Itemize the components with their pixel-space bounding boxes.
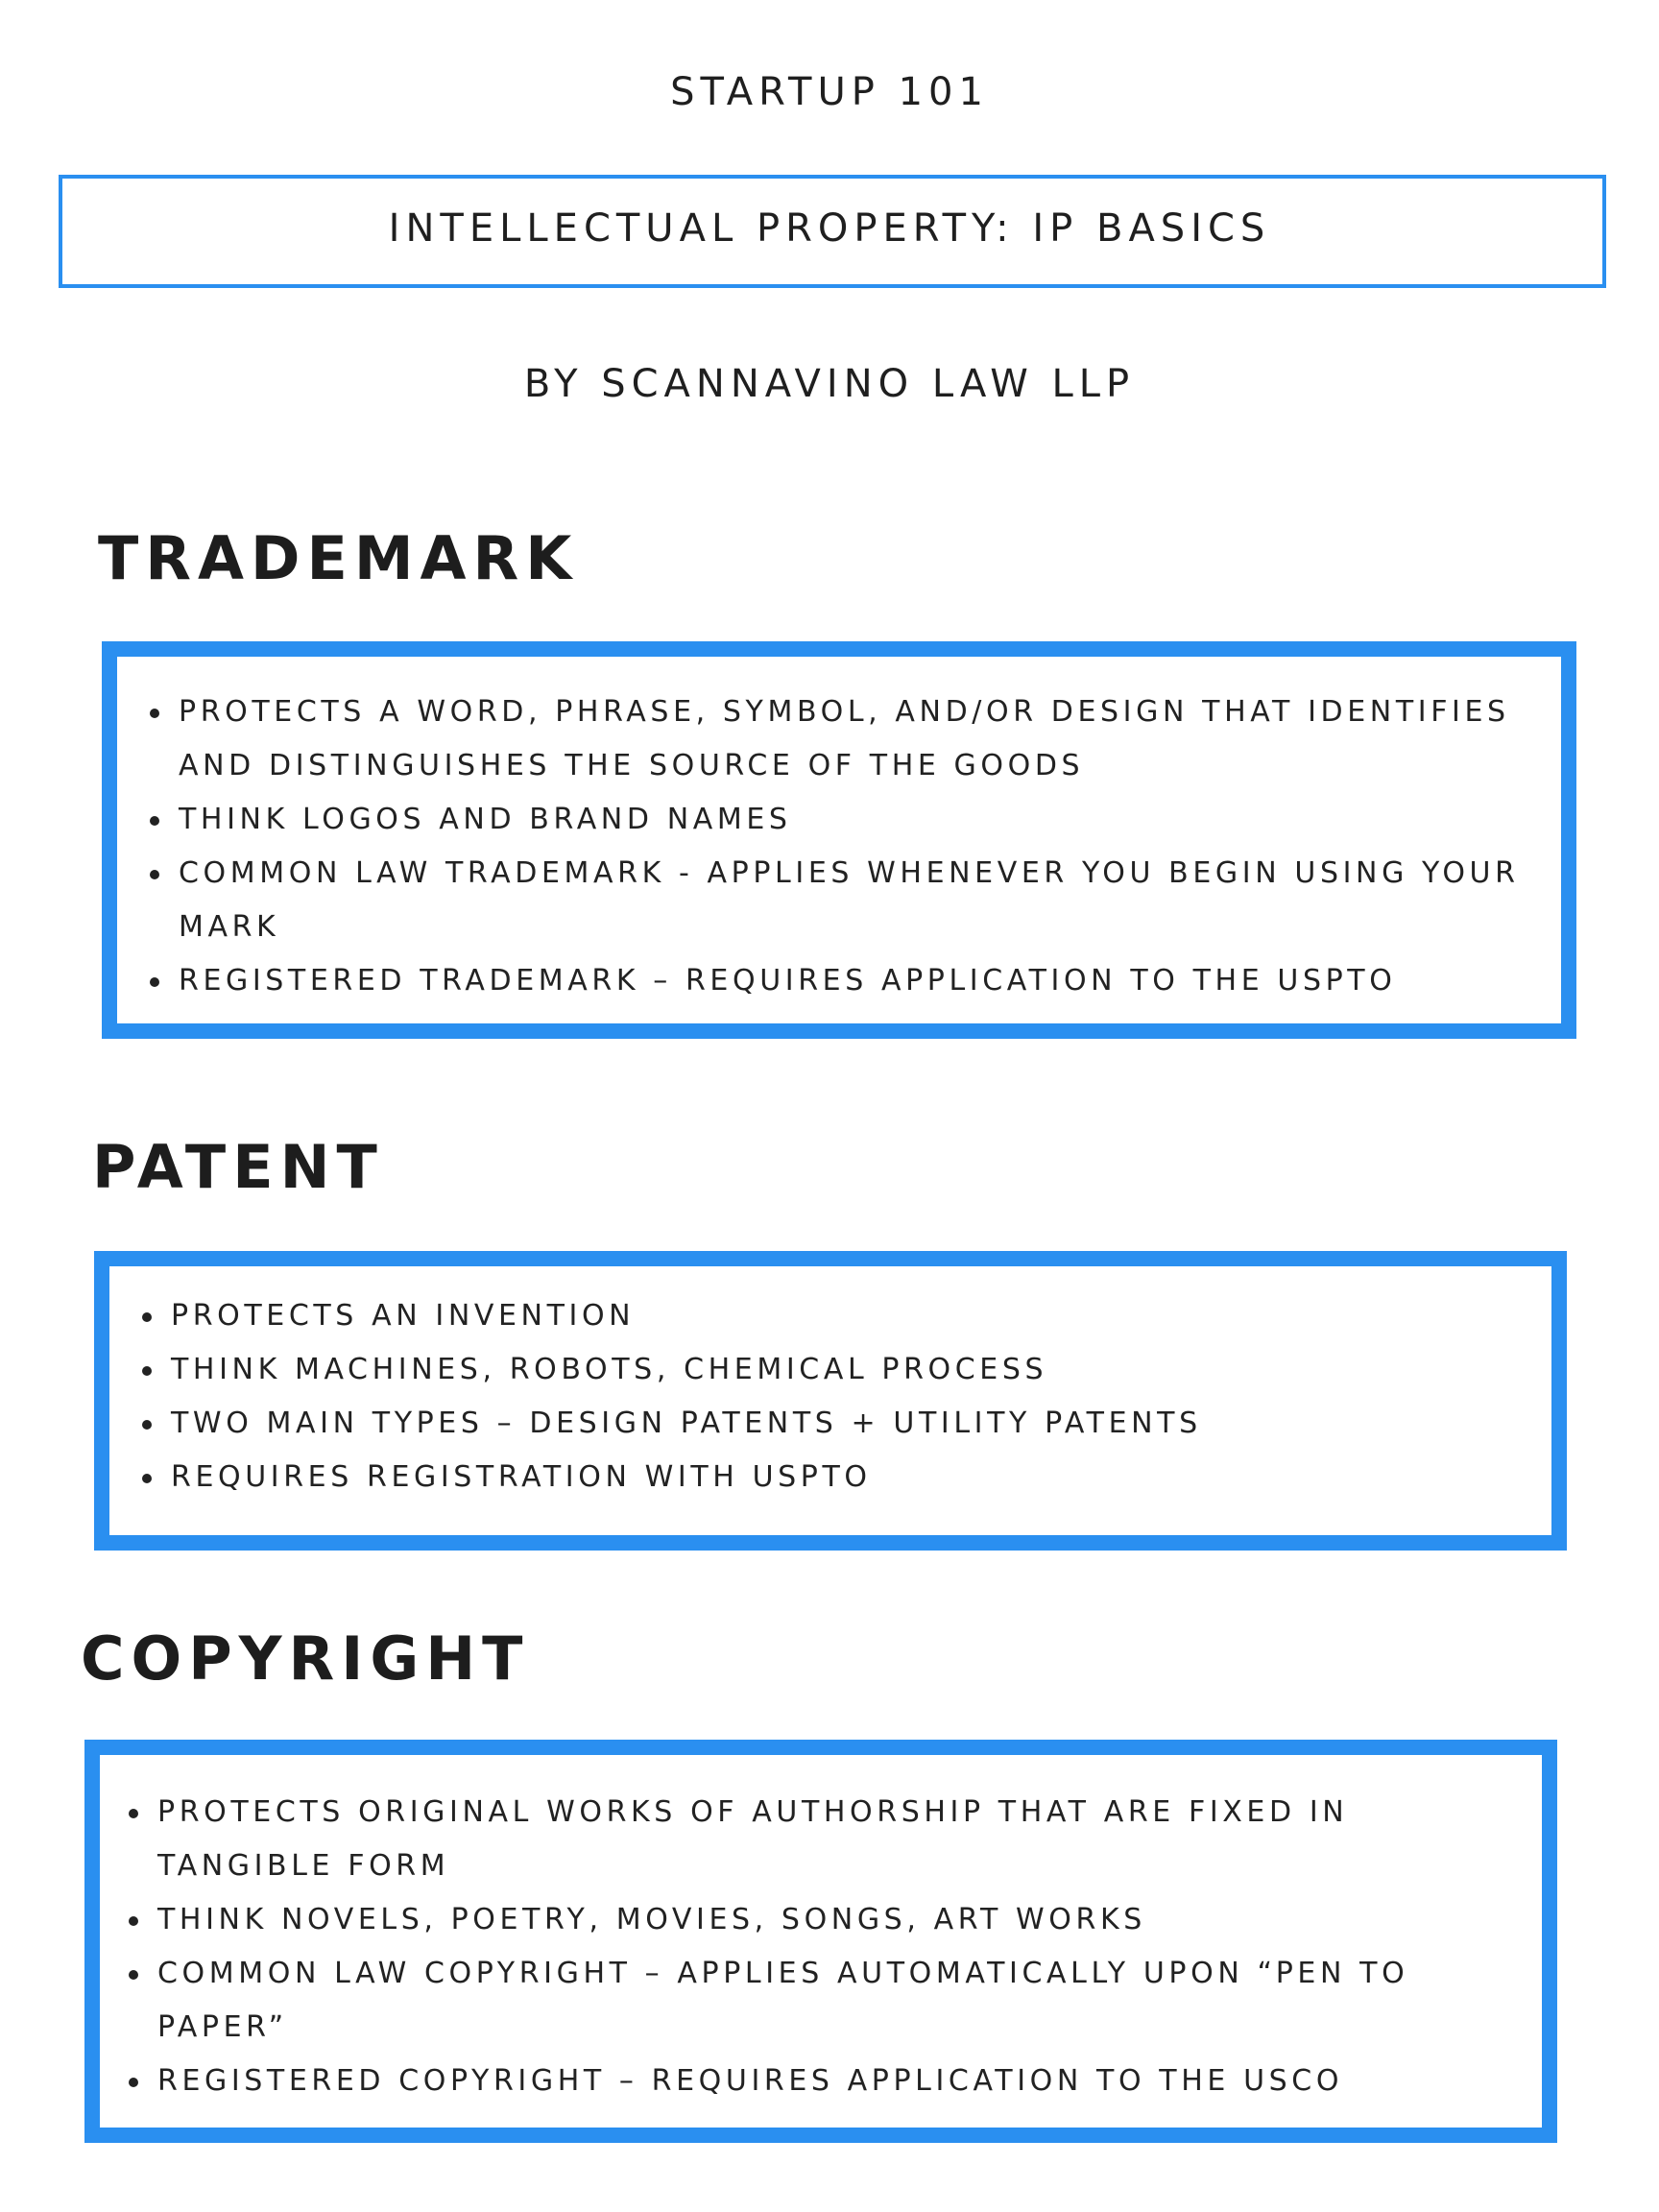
bullet-dot-icon bbox=[142, 1366, 152, 1376]
bullet-dot-icon bbox=[142, 1474, 152, 1483]
bullet-list-copyright bbox=[129, 1786, 1473, 2108]
section-heading-trademark: TRADEMARK bbox=[98, 523, 579, 593]
section-box-trademark bbox=[102, 641, 1576, 1039]
bullet-text: THINK MACHINES, ROBOTS, CHEMICAL PROCESS bbox=[171, 1353, 1048, 1386]
bullet-item bbox=[150, 847, 1580, 954]
bullet-text: COMMON LAW TRADEMARK - APPLIES WHENEVER YOU BEGIN USING YOUR MARK bbox=[179, 856, 1520, 944]
bullet-item bbox=[150, 954, 1580, 1008]
bullet-dot-icon bbox=[150, 870, 159, 879]
bullet-dot-icon bbox=[129, 1809, 138, 1818]
bullet-item bbox=[129, 1893, 1473, 1947]
document-title: INTELLECTUAL PROPERTY: IP BASICS bbox=[388, 206, 1271, 251]
bullet-item bbox=[142, 1343, 1573, 1397]
bullet-dot-icon bbox=[150, 709, 159, 718]
bullet-text: TWO MAIN TYPES – DESIGN PATENTS + UTILITY PATENTS bbox=[171, 1407, 1202, 1440]
bullet-text: PROTECTS AN INVENTION bbox=[171, 1299, 636, 1333]
bullet-text: PROTECTS A WORD, PHRASE, SYMBOL, AND/OR DESIGN THAT IDENTIFIES AND DISTINGUISHES THE SOURCE OF THE GOODS bbox=[179, 695, 1510, 782]
section-heading-patent: PATENT bbox=[92, 1132, 384, 1202]
bullet-dot-icon bbox=[150, 816, 159, 826]
bullet-text: THINK LOGOS AND BRAND NAMES bbox=[179, 803, 792, 836]
bullet-item bbox=[129, 1786, 1473, 1893]
section-box-patent bbox=[94, 1251, 1567, 1551]
bullet-dot-icon bbox=[129, 1970, 138, 1980]
bullet-text: REQUIRES REGISTRATION WITH USPTO bbox=[171, 1460, 872, 1494]
bullet-text: REGISTERED COPYRIGHT – REQUIRES APPLICATION TO THE USCO bbox=[157, 2064, 1344, 2098]
bullet-item bbox=[150, 793, 1580, 847]
document-kicker: STARTUP 101 bbox=[670, 70, 989, 114]
bullet-item bbox=[142, 1397, 1573, 1451]
bullet-text: COMMON LAW COPYRIGHT – APPLIES AUTOMATICALLY UPON “PEN TO PAPER” bbox=[157, 1957, 1409, 2044]
bullet-text: REGISTERED TRADEMARK – REQUIRES APPLICATION TO THE USPTO bbox=[179, 964, 1397, 998]
bullet-item bbox=[142, 1451, 1573, 1504]
bullet-item bbox=[142, 1289, 1573, 1343]
bullet-text: PROTECTS ORIGINAL WORKS OF AUTHORSHIP THAT ARE FIXED IN TANGIBLE FORM bbox=[157, 1795, 1349, 1883]
bullet-item bbox=[150, 685, 1580, 793]
bullet-list-trademark bbox=[150, 685, 1580, 1008]
bullet-item bbox=[129, 2055, 1473, 2108]
bullet-dot-icon bbox=[142, 1420, 152, 1430]
bullet-dot-icon bbox=[129, 1916, 138, 1926]
section-heading-copyright: COPYRIGHT bbox=[81, 1623, 530, 1694]
document-byline: BY SCANNAVINO LAW LLP bbox=[523, 362, 1136, 406]
bullet-list-patent bbox=[142, 1289, 1573, 1504]
bullet-dot-icon bbox=[142, 1312, 152, 1322]
bullet-dot-icon bbox=[129, 2078, 138, 2087]
bullet-text: THINK NOVELS, POETRY, MOVIES, SONGS, ART WORKS bbox=[157, 1903, 1146, 1936]
bullet-dot-icon bbox=[150, 977, 159, 987]
bullet-item bbox=[129, 1947, 1473, 2055]
section-box-copyright bbox=[84, 1740, 1557, 2143]
